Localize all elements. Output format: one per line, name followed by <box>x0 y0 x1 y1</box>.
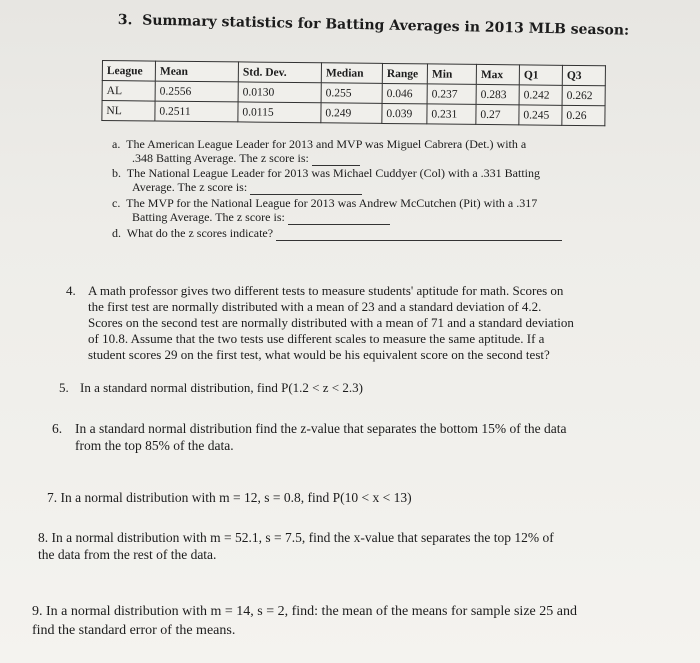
part-label: c. <box>112 196 121 210</box>
q8-line: 8. In a normal distribution with m = 52.1, s = 7.5, find the x-value that separates the top 12% of <box>38 530 554 545</box>
q5-number: 5. <box>59 380 69 395</box>
q4-line: A math professor gives two different tests to measure students' aptitude for math. Scores on <box>88 283 564 298</box>
q6-line: In a standard normal distribution find the z-value that separates the bottom 15% of the data <box>75 421 567 436</box>
q5-text: In a standard normal distribution, find P(1.2 < z < 2.3) <box>80 380 363 395</box>
header-max: Max <box>476 64 519 84</box>
q7-text: 7. In a normal distribution with m = 12, s = 0.8, find P(10 < x < 13) <box>47 490 412 505</box>
header-std-dev: Std. Dev. <box>238 62 321 83</box>
table-cell: 0.255 <box>321 83 382 104</box>
q4-line: Scores on the second test are normally distributed with a mean of 71 and a standard deviation <box>88 315 574 330</box>
header-mean: Mean <box>155 61 238 82</box>
table-cell: 0.039 <box>382 103 427 123</box>
table-cell: 0.245 <box>519 105 562 125</box>
part-label: b. <box>112 166 121 180</box>
table-cell: 0.26 <box>562 105 605 125</box>
header-range: Range <box>382 63 427 83</box>
q3-number: 3. <box>117 12 133 29</box>
part-text: What do the z scores indicate? <box>126 226 274 240</box>
answer-blank <box>250 181 362 195</box>
table-cell: 0.249 <box>321 103 382 124</box>
part-text: Average. The z score is: <box>132 180 248 194</box>
table-cell: 0.0115 <box>238 102 321 123</box>
q4-line: student scores 29 on the first test, what would be his equivalent score on the second test? <box>88 347 550 362</box>
q3-part-d <box>112 227 562 241</box>
part-text: The American League Leader for 2013 and MVP was Miguel Cabrera (Det.) with a <box>126 137 527 151</box>
q6-line: from the top 85% of the data. <box>75 438 234 453</box>
table-cell: AL <box>102 81 155 102</box>
q4-line: of 10.8. Assume that the two tests use different scales to measure the same aptitude. If a <box>88 331 545 346</box>
table-cell: 0.262 <box>562 85 605 105</box>
table-cell: 0.231 <box>427 104 476 125</box>
q9-line: find the standard error of the means. <box>32 623 236 638</box>
table-cell: 0.27 <box>476 104 519 124</box>
part-text: Batting Average. The z score is: <box>132 210 285 224</box>
q8-text <box>38 529 554 563</box>
q3-part-b-line2 <box>132 181 362 195</box>
part-text: .348 Batting Average. The z score is: <box>132 151 309 165</box>
q9-line: 9. In a normal distribution with m = 14, s = 2, find: the mean of the means for sample size 25 and <box>32 604 577 619</box>
table-cell: NL <box>102 101 155 122</box>
header-median: Median <box>321 63 382 84</box>
q3-part-a-line2 <box>132 152 360 166</box>
summary-statistics-table <box>101 60 606 126</box>
answer-blank <box>276 227 562 241</box>
header-league: League <box>102 61 155 82</box>
header-q3: Q3 <box>562 65 605 85</box>
q4-number: 4. <box>66 283 76 298</box>
q3-part-b <box>112 167 540 180</box>
header-min: Min <box>427 64 476 85</box>
q3-part-a <box>112 138 526 151</box>
q8-line: the data from the rest of the data. <box>38 547 217 562</box>
q3-part-c <box>112 197 537 210</box>
q3-heading <box>118 12 630 39</box>
table-cell: 0.2511 <box>155 101 238 122</box>
table-cell: 0.242 <box>519 85 562 105</box>
part-label: d. <box>112 226 121 240</box>
q3-title: Summary statistics for Batting Averages in 2013 MLB season: <box>142 12 630 39</box>
table-cell: 0.237 <box>427 84 476 105</box>
q9-text <box>32 602 577 640</box>
table-cell: 0.2556 <box>155 81 238 102</box>
q4-text <box>88 283 574 363</box>
table-cell: 0.283 <box>476 84 519 104</box>
q3-part-c-line2 <box>132 211 390 225</box>
answer-blank <box>288 211 390 225</box>
q4-line: the first test are normally distributed with a mean of 23 and a standard deviation of 4.2. <box>88 299 542 314</box>
part-label: a. <box>112 137 121 151</box>
header-q1: Q1 <box>519 65 562 85</box>
table-cell: 0.046 <box>382 83 427 103</box>
part-text: The National League Leader for 2013 was Michael Cuddyer (Col) with a .331 Batting <box>126 166 541 180</box>
answer-blank <box>312 152 360 166</box>
part-text: The MVP for the National League for 2013 was Andrew McCutchen (Pit) with a .317 <box>126 196 538 210</box>
table-cell: 0.0130 <box>238 82 321 103</box>
q6-text <box>75 420 566 454</box>
q6-number: 6. <box>52 421 63 436</box>
table-row <box>102 101 605 126</box>
